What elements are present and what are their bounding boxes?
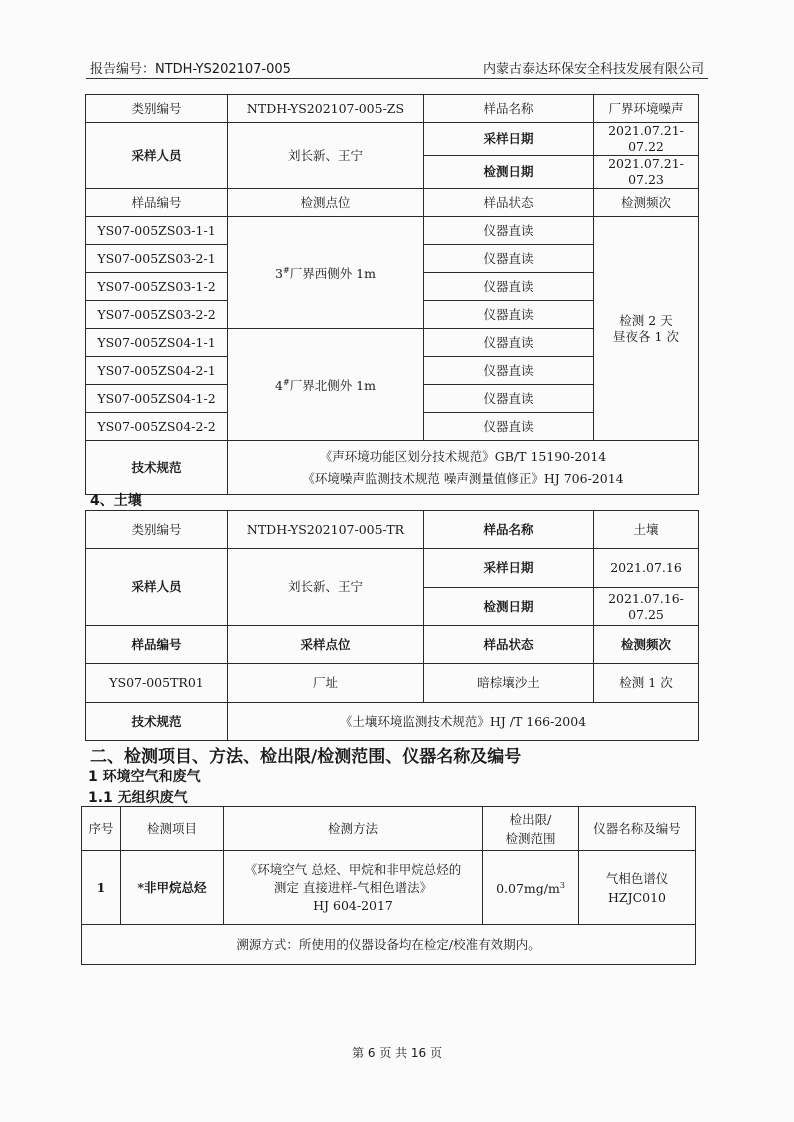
row-instrument: 气相色谱仪 HZJC010 bbox=[579, 851, 696, 925]
col-freq: 检测频次 bbox=[594, 189, 699, 217]
sampler-label: 采样人员 bbox=[86, 123, 228, 189]
table-row-sample-no: YS07-005ZS03-1-1 bbox=[86, 217, 228, 245]
header-divider bbox=[86, 78, 708, 79]
sampler-value: 刘长新、王宁 bbox=[228, 123, 424, 189]
report-number: 报告编号：NTDH-YS202107-005 bbox=[90, 62, 291, 77]
soil-heading: 4、土壤 bbox=[90, 493, 142, 509]
table-row-sample-no: YS07-005TR01 bbox=[86, 664, 228, 703]
noise-sample-table bbox=[85, 94, 699, 495]
point-west: 3#厂界西侧外 1m bbox=[228, 217, 424, 329]
col-item: 检测项目 bbox=[121, 807, 224, 851]
sampler-value: 刘长新、王宁 bbox=[228, 549, 424, 626]
col-point: 检测点位 bbox=[228, 189, 424, 217]
table-row-state: 仪器直读 bbox=[424, 385, 594, 413]
table-row-state: 仪器直读 bbox=[424, 329, 594, 357]
col-freq: 检测频次 bbox=[594, 626, 699, 664]
frequency: 检测 2 天 昼夜各 1 次 bbox=[594, 217, 699, 441]
table-row-sample-no: YS07-005ZS03-2-1 bbox=[86, 245, 228, 273]
page-footer: 第 6 页 共 16 页 bbox=[352, 1046, 442, 1060]
soil-sample-table bbox=[85, 510, 699, 741]
table-row-state: 仪器直读 bbox=[424, 357, 594, 385]
sample-name-label: 样品名称 bbox=[424, 95, 594, 123]
col-seq: 序号 bbox=[82, 807, 121, 851]
section-2-sub2: 1.1 无组织废气 bbox=[88, 790, 188, 806]
test-date-value: 2021.07.16-07.25 bbox=[594, 588, 699, 626]
table-row-freq: 检测 1 次 bbox=[594, 664, 699, 703]
col-state: 样品状态 bbox=[424, 189, 594, 217]
col-limit: 检出限/ 检测范围 bbox=[483, 807, 579, 851]
spec-value: 《土壤环境监测技术规范》HJ /T 166-2004 bbox=[228, 703, 699, 741]
table-row-state: 仪器直读 bbox=[424, 217, 594, 245]
spec-label: 技术规范 bbox=[86, 441, 228, 495]
test-date-value: 2021.07.21-07.23 bbox=[594, 156, 699, 189]
table-row-sample-no: YS07-005ZS04-1-2 bbox=[86, 385, 228, 413]
table-row-state: 仪器直读 bbox=[424, 273, 594, 301]
sample-name-label: 样品名称 bbox=[424, 511, 594, 549]
company-name: 内蒙古泰达环保安全科技发展有限公司 bbox=[482, 62, 704, 77]
sampling-date-value: 2021.07.16 bbox=[594, 549, 699, 588]
row-limit: $0.07mg/m^3$ bbox=[483, 851, 579, 925]
method-table bbox=[81, 806, 696, 965]
row-method: 《环境空气 总烃、甲烷和非甲烷总烃的 测定 直接进样-气相色谱法》 HJ 604-2017 bbox=[224, 851, 483, 925]
table-row-state: 暗棕壤沙土 bbox=[424, 664, 594, 703]
test-date-label: 检测日期 bbox=[424, 588, 594, 626]
section-2-sub1: 1 环境空气和废气 bbox=[88, 769, 201, 785]
sampling-date-label: 采样日期 bbox=[424, 549, 594, 588]
col-sample-no: 样品编号 bbox=[86, 189, 228, 217]
category-value: NTDH-YS202107-005-TR bbox=[228, 511, 424, 549]
spec-value: 《声环境功能区划分技术规范》GB/T 15190-2014 《环境噪声监测技术规范 噪声测量值修正》HJ 706-2014 bbox=[228, 441, 699, 495]
table-row-sample-no: YS07-005ZS04-2-1 bbox=[86, 357, 228, 385]
table-row-state: 仪器直读 bbox=[424, 245, 594, 273]
table-row-point: 厂址 bbox=[228, 664, 424, 703]
table-row-sample-no: YS07-005ZS03-2-2 bbox=[86, 301, 228, 329]
page-header bbox=[90, 58, 704, 77]
sampling-date-label: 采样日期 bbox=[424, 123, 594, 156]
section-2-title: 二、检测项目、方法、检出限/检测范围、仪器名称及编号 bbox=[90, 747, 522, 767]
sample-name-value: 土壤 bbox=[594, 511, 699, 549]
sampling-date-value: 2021.07.21-07.22 bbox=[594, 123, 699, 156]
spec-label: 技术规范 bbox=[86, 703, 228, 741]
table-row-sample-no: YS07-005ZS03-1-2 bbox=[86, 273, 228, 301]
table-row-state: 仪器直读 bbox=[424, 301, 594, 329]
category-label: 类别编号 bbox=[86, 95, 228, 123]
row-seq: 1 bbox=[82, 851, 121, 925]
col-sample-no: 样品编号 bbox=[86, 626, 228, 664]
col-state: 样品状态 bbox=[424, 626, 594, 664]
col-point: 采样点位 bbox=[228, 626, 424, 664]
col-instrument: 仪器名称及编号 bbox=[579, 807, 696, 851]
row-item: *非甲烷总烃 bbox=[121, 851, 224, 925]
table-row-sample-no: YS07-005ZS04-1-1 bbox=[86, 329, 228, 357]
table-row-state: 仪器直读 bbox=[424, 413, 594, 441]
sample-name-value: 厂界环境噪声 bbox=[594, 95, 699, 123]
col-method: 检测方法 bbox=[224, 807, 483, 851]
category-value: NTDH-YS202107-005-ZS bbox=[228, 95, 424, 123]
traceability-note: 溯源方式：所使用的仪器设备均在检定/校准有效期内。 bbox=[82, 925, 696, 965]
point-north: 4#厂界北侧外 1m bbox=[228, 329, 424, 441]
table-row-sample-no: YS07-005ZS04-2-2 bbox=[86, 413, 228, 441]
test-date-label: 检测日期 bbox=[424, 156, 594, 189]
category-label: 类别编号 bbox=[86, 511, 228, 549]
sampler-label: 采样人员 bbox=[86, 549, 228, 626]
